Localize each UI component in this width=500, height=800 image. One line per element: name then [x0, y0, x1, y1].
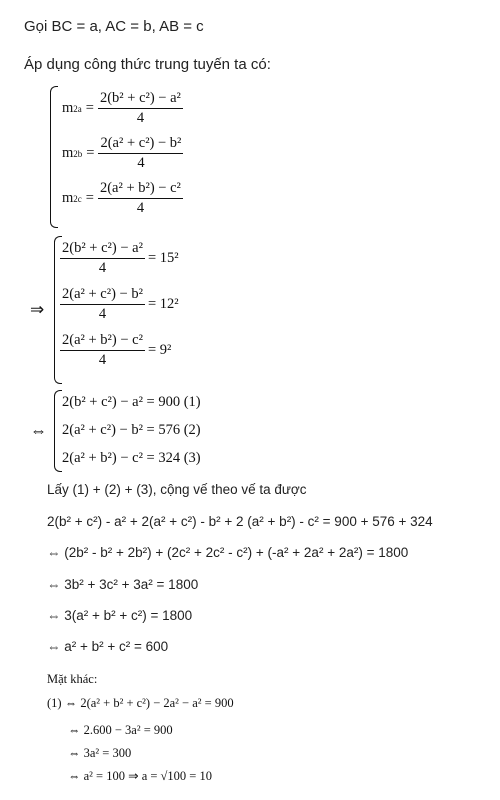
formula-denominator: 4 — [136, 110, 145, 126]
final-equation: ⇔ 2.600 − 3a² = 900 — [68, 723, 173, 737]
step-text: Lấy (1) + (2) + (3), cộng vế theo vế ta được — [47, 482, 307, 497]
formula-row: m 2 c = $\frac{\text{2(a² + b²) − c²}}{4}$ — [62, 180, 181, 216]
formula-numerator: 2(b² + c²) − a² — [98, 90, 183, 109]
equation-denominator: 4 — [98, 352, 107, 368]
equation-numerator: 2(a² + c²) − b² — [60, 286, 145, 305]
equation-line: 2(a² + c²) − b² = 576 (2) — [62, 422, 201, 438]
left-brace — [50, 86, 58, 228]
formula-row: m 2 b = $\frac{\text{2(a² + c²) − b²}}{4}$ — [62, 135, 182, 171]
formula-row: m 2 a = $\frac{\text{2(b² + c²) − a²}}{4}$ — [62, 90, 181, 126]
step-text: ⇔ (2b² - b² + 2b²) + (2c² + 2c² - c²) + (-a² + 2a² + 2a²) = 1800 — [47, 545, 409, 560]
step-text: ⇔ a² + b² + c² = 600 — [47, 639, 169, 654]
intro-text: Gọi BC = a, AC = b, AB = c — [24, 18, 204, 35]
equation-rhs: = 12² — [147, 296, 179, 312]
formula-lhs: m — [62, 100, 74, 116]
equation-line: 2(b² + c²) − a² = 900 (1) — [62, 394, 201, 410]
other-label: Mặt khác: — [47, 672, 98, 686]
equivalent-arrow: ⇔ — [30, 421, 47, 440]
left-brace — [54, 390, 62, 472]
final-equation: ⇔ 3a² = 300 — [68, 746, 132, 760]
formula-numerator: 2(a² + b²) − c² — [98, 180, 183, 199]
apply-text: Áp dụng công thức trung tuyến ta có: — [24, 56, 271, 73]
equation-row — [60, 240, 179, 277]
step-text: ⇔ 3(a² + b² + c²) = 1800 — [47, 608, 193, 623]
final-equation: ⇔ a² = 100 ⇒ a = √100 = 10 — [68, 769, 212, 783]
equation-denominator: 4 — [98, 260, 107, 276]
equation-rhs: = 9² — [147, 342, 172, 358]
formula-lhs: m — [62, 190, 74, 206]
step-text: 2(b² + c²) - a² + 2(a² + c²) - b² + 2 (a² + b²) - c² = 900 + 576 + 324 — [47, 514, 433, 529]
formula-numerator: 2(a² + c²) − b² — [98, 135, 183, 154]
formula-denominator: 4 — [136, 200, 145, 216]
implies-arrow: ⇒ — [30, 300, 45, 319]
formula-denominator: 4 — [137, 155, 145, 171]
equation-numerator: 2(a² + b²) − c² — [60, 332, 145, 351]
final-equation: (1) ⇔ 2(a² + b² + c²) − 2a² − a² = 900 — [47, 696, 234, 710]
equation-row — [60, 332, 171, 369]
formula-lhs: m — [62, 145, 74, 161]
equation-rhs: = 15² — [147, 250, 179, 266]
step-text: ⇔ 3b² + 3c² + 3a² = 1800 — [47, 577, 199, 592]
equation-row — [60, 286, 179, 323]
equation-line: 2(a² + b²) − c² = 324 (3) — [62, 450, 201, 466]
equation-numerator: 2(b² + c²) − a² — [60, 240, 145, 259]
equation-denominator: 4 — [98, 306, 107, 322]
